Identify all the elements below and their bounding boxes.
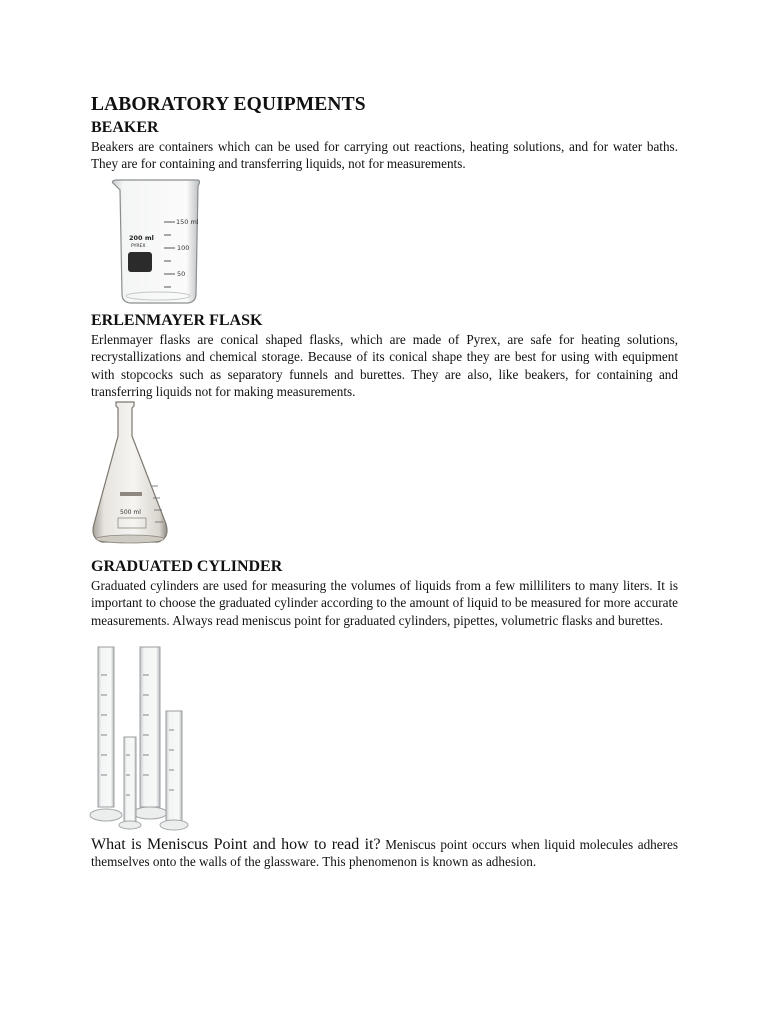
flask-heading: ERLENMAYER FLASK — [91, 312, 263, 329]
flask-description: Erlenmayer flasks are conical shaped flasks, which are made of Pyrex, are safe for heating solutions, recrystallizations and chemical storage. Because of its conical shape they are best for using with equipment with stopcocks such as separatory funnels and burettes. They are also, like beakers, for containing and transferring liquids not for making measurements. — [91, 332, 678, 400]
cylinder-heading: GRADUATED CYLINDER — [91, 558, 283, 575]
meniscus-question: What is Meniscus Point and how to read it? — [91, 836, 381, 853]
cylinder-description: Graduated cylinders are used for measuring the volumes of liquids from a few milliliters to many liters. It is important to choose the graduated cylinder according to the amount of liquid to be measured for more accurate measurements. Always read meniscus point for graduated cylinders, pipettes, volumetric flasks and burettes. — [91, 578, 678, 628]
beaker-heading: BEAKER — [91, 119, 159, 136]
beaker-image — [108, 178, 204, 308]
beaker-volume-label: 200 ml — [129, 234, 154, 242]
beaker-marking-patch — [128, 252, 152, 272]
beaker-mark-100: 100 — [177, 244, 190, 252]
beaker-mark-50: 50 — [177, 270, 186, 278]
erlenmeyer-flask-image — [88, 400, 176, 550]
beaker-description: Beakers are containers which can be used for carrying out reactions, heating solutions, and for water baths. They are for containing and transferring liquids, not for measurements. — [91, 139, 678, 172]
page-title: LABORATORY EQUIPMENTS — [91, 94, 366, 115]
graduated-cylinders-image — [88, 645, 194, 835]
flask-marking-patch — [120, 492, 142, 496]
meniscus-description: Meniscus point occurs when liquid molecules adheres themselves onto the walls of the glassware. This phenomenon is known as adhesion. — [91, 837, 678, 870]
beaker-brand-label: PYREX — [131, 244, 146, 249]
flask-volume-label: 500 ml — [120, 509, 141, 516]
meniscus-paragraph — [91, 836, 678, 871]
beaker-mark-150: 150 ml — [176, 218, 199, 226]
